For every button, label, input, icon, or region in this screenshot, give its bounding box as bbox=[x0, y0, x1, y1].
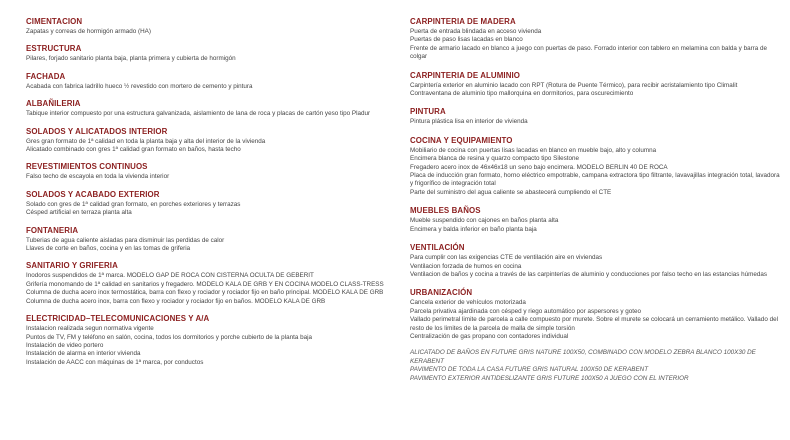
spec-line: Instalacion realizada segun normativa vigente bbox=[26, 325, 154, 333]
spec-line: Encimera y balda inferior en baño planta baja bbox=[410, 225, 537, 233]
spec-line: Cancela exterior de vehículos motorizada bbox=[410, 299, 526, 307]
spec-line: Acabada con fabrica ladrillo hueco ½ revestido con mortero de cemento y pintura bbox=[26, 82, 253, 90]
section-carpinteria-de-aluminio bbox=[410, 70, 782, 99]
spec-line: Tuberias de agua caliente aisladas para disminuir las perdidas de calor bbox=[26, 236, 225, 244]
section-title: CARPINTERIA DE MADERA bbox=[410, 16, 516, 26]
section-title: ESTRUCTURA bbox=[26, 43, 82, 54]
spec-line: Columna de ducha acero inox termostática, barra con flexo y rociador y rociador fijo en baño principal. MODELO KALA DE GRB bbox=[26, 289, 384, 297]
section-title: MUEBLES BAÑOS bbox=[410, 205, 481, 216]
finish-note: ALICATADO DE BAÑOS EN FUTURE GRIS NATURE 100X50, COMBINADO CON MODELO ZEBRA BLANCO 100X30 DE KERABENT bbox=[410, 349, 756, 365]
finishes-notes bbox=[410, 349, 782, 383]
spec-line: Puntos de TV, FM y teléfono en salón, cocina, todos los dormitorios y porche cubierto de la planta baja bbox=[26, 333, 312, 341]
left-column bbox=[26, 16, 404, 374]
spec-line: Zapatas y correas de hormigón armado (HA) bbox=[26, 28, 151, 35]
spec-line: Encimera blanca de resina y quarzo compacto tipo Silestone bbox=[410, 155, 580, 163]
section-title: REVESTIMIENTOS CONTINUOS bbox=[26, 161, 148, 172]
section-title: VENTILACIÓN bbox=[410, 242, 465, 253]
spec-line: Alicatado combinado con gres 1ª calidad gran formato en baños, hasta techo bbox=[26, 146, 241, 154]
section-electricidad-telecomunicaciones-y-a-a bbox=[26, 313, 404, 367]
spec-line: Instalación de alarma en interior vivienda bbox=[26, 350, 141, 358]
spec-line: Ventilacion forzada de humos en cocina bbox=[410, 262, 522, 270]
section-estructura bbox=[26, 43, 404, 63]
spec-line: Instalación de AACC con máquinas de 1ª marca, por conductos bbox=[26, 358, 204, 366]
spec-line: Carpintería exterior en aluminio lacado con RPT (Rotura de Puente Térmico), para recibir acristalamiento tipo Climalit bbox=[410, 81, 738, 89]
spec-line: Parcela privativa ajardinada con césped y riego automático por aspersores y goteo bbox=[410, 307, 642, 315]
section-title: PINTURA bbox=[410, 106, 446, 117]
spec-line: Instalación de video portero bbox=[26, 341, 104, 349]
spec-line: Puerta de entrada blindada en acceso vivienda bbox=[410, 28, 542, 35]
finish-note: PAVIMENTO EXTERIOR ANTIDESLIZANTE GRIS FUTURE 100X50 A JUEGO CON EL INTERIOR bbox=[410, 374, 689, 382]
section-albanileria bbox=[26, 98, 404, 118]
spec-line: Gres gran formato de 1ª calidad en toda la planta baja y alta del interior de la vivienda bbox=[26, 137, 266, 145]
spec-line: Ventilacion de baños y cocina a través de las carpinterías de aluminio y conducciones por falso techo en las estancias húmedas bbox=[410, 270, 768, 278]
section-urbanizacion bbox=[410, 287, 782, 341]
section-title: ALBAÑILERIA bbox=[26, 98, 81, 109]
spec-line: Grifería monomando de 1ª calidad en sanitarios y fregadero. MODELO KALA DE GRB Y EN COCINA MODELO CLASS-TRESS bbox=[26, 280, 384, 288]
section-carpinteria-de-madera bbox=[410, 16, 782, 62]
spec-line: Césped artificial en terraza planta alta bbox=[26, 209, 132, 217]
spec-line: Centralización de gas propano con contadores individual bbox=[410, 332, 569, 340]
spec-line: Contraventana de aluminio tipo mallorquina en dormitorios, para oscurecimiento bbox=[410, 90, 634, 98]
section-fontaneria bbox=[26, 225, 404, 254]
section-fachada bbox=[26, 71, 404, 91]
section-title: SANITARIO Y GRIFERIA bbox=[26, 260, 118, 271]
section-title: CIMENTACION bbox=[26, 16, 83, 26]
spec-line: Tabique interior compuesto por una estructura galvanizada, aislamiento de lana de roca y placas de cartón yeso tipo Pladur bbox=[26, 110, 371, 118]
spec-line: Solado con gres de 1ª calidad gran formato, en porches exteriores y terrazas bbox=[26, 200, 241, 208]
section-title: SOLADOS Y ACABADO EXTERIOR bbox=[26, 188, 160, 199]
section-cimentacion bbox=[26, 16, 404, 36]
section-title: FONTANERIA bbox=[26, 224, 79, 235]
section-solados-y-alicatados-interior bbox=[26, 126, 404, 155]
spec-line: Para cumplir con las exigencias CTE de ventilación aire en viviendas bbox=[410, 254, 603, 262]
section-title: URBANIZACIÓN bbox=[410, 287, 473, 298]
section-title: CARPINTERIA DE ALUMINIO bbox=[410, 69, 521, 80]
section-title: ELECTRICIDAD–TELECOMUNICACIONES Y A/A bbox=[26, 313, 210, 324]
section-revestimientos-continuos bbox=[26, 161, 404, 181]
spec-line: Llaves de corte en baños, cocina y en las tomas de griferia bbox=[26, 245, 191, 253]
spec-line: Falso techo de escayola en toda la vivienda interior bbox=[26, 173, 170, 181]
right-sections bbox=[410, 16, 782, 341]
spec-line: Frente de armario lacado en blanco a juego con puertas de paso. Forrado interior con tablero en melamina con balda y barra de colgar bbox=[410, 44, 768, 61]
spec-line: Vallado perimetral limite de parcela a calle compuesto por murete. Sobre el murete se colocará un cerramiento metálico. Vallado del resto de los limites de la parcela de malla de simple torsión bbox=[410, 316, 778, 332]
section-solados-y-acabado-exterior bbox=[26, 189, 404, 218]
spec-line: Placa de inducción gran formato, horno eléctrico empotrable, campana extractora tipo filtrante, lavavajillas integración total, lavadora y frigorífico de integración total bbox=[410, 172, 780, 188]
spec-line: Parte del suministro del agua caliente se abastecerá cumpliendo el CTE bbox=[410, 188, 612, 196]
section-title: SOLADOS Y ALICATADOS INTERIOR bbox=[26, 125, 168, 136]
spec-line: Columna de ducha acero inox, barra con flexo y rociador y rociador fijo en baños. MODELO KALA DE GRB bbox=[26, 297, 326, 305]
section-title: FACHADA bbox=[26, 70, 66, 81]
section-ventilacion bbox=[410, 242, 782, 279]
spec-line: Fregadero acero inox de 46x46x18 un seno bajo encimera. MODELO BERLIN 40 DE ROCA bbox=[410, 163, 668, 171]
section-pintura bbox=[410, 106, 782, 126]
spec-line: Mueble suspendido con cajones en baños planta alta bbox=[410, 217, 559, 225]
spec-line: Pilares, forjado sanitario planta baja, planta primera y cubierta de hormigón bbox=[26, 55, 236, 63]
section-muebles-banos bbox=[410, 205, 782, 234]
spec-line: Inodoros suspendidos de 1ª marca. MODELO GAP DE ROCA CON CISTERNA OCULTA DE GEBERIT bbox=[26, 272, 314, 280]
section-title: COCINA Y EQUIPAMIENTO bbox=[410, 134, 513, 145]
finish-note: PAVIMENTO DE TODA LA CASA FUTURE GRIS NATURAL 100X50 DE KERABENT bbox=[410, 366, 649, 374]
right-column bbox=[410, 16, 782, 383]
section-cocina-y-equipamiento bbox=[410, 135, 782, 197]
spec-line: Mobiliario de cocina con puertas lisas lacadas en blanco en mueble bajo, alto y columna bbox=[410, 146, 657, 154]
spec-line: Pintura plástica lisa en interior de vivienda bbox=[410, 118, 528, 126]
spec-line: Puertas de paso lisas lacadas en blanco bbox=[410, 36, 523, 44]
section-sanitario-y-griferia bbox=[26, 260, 404, 306]
